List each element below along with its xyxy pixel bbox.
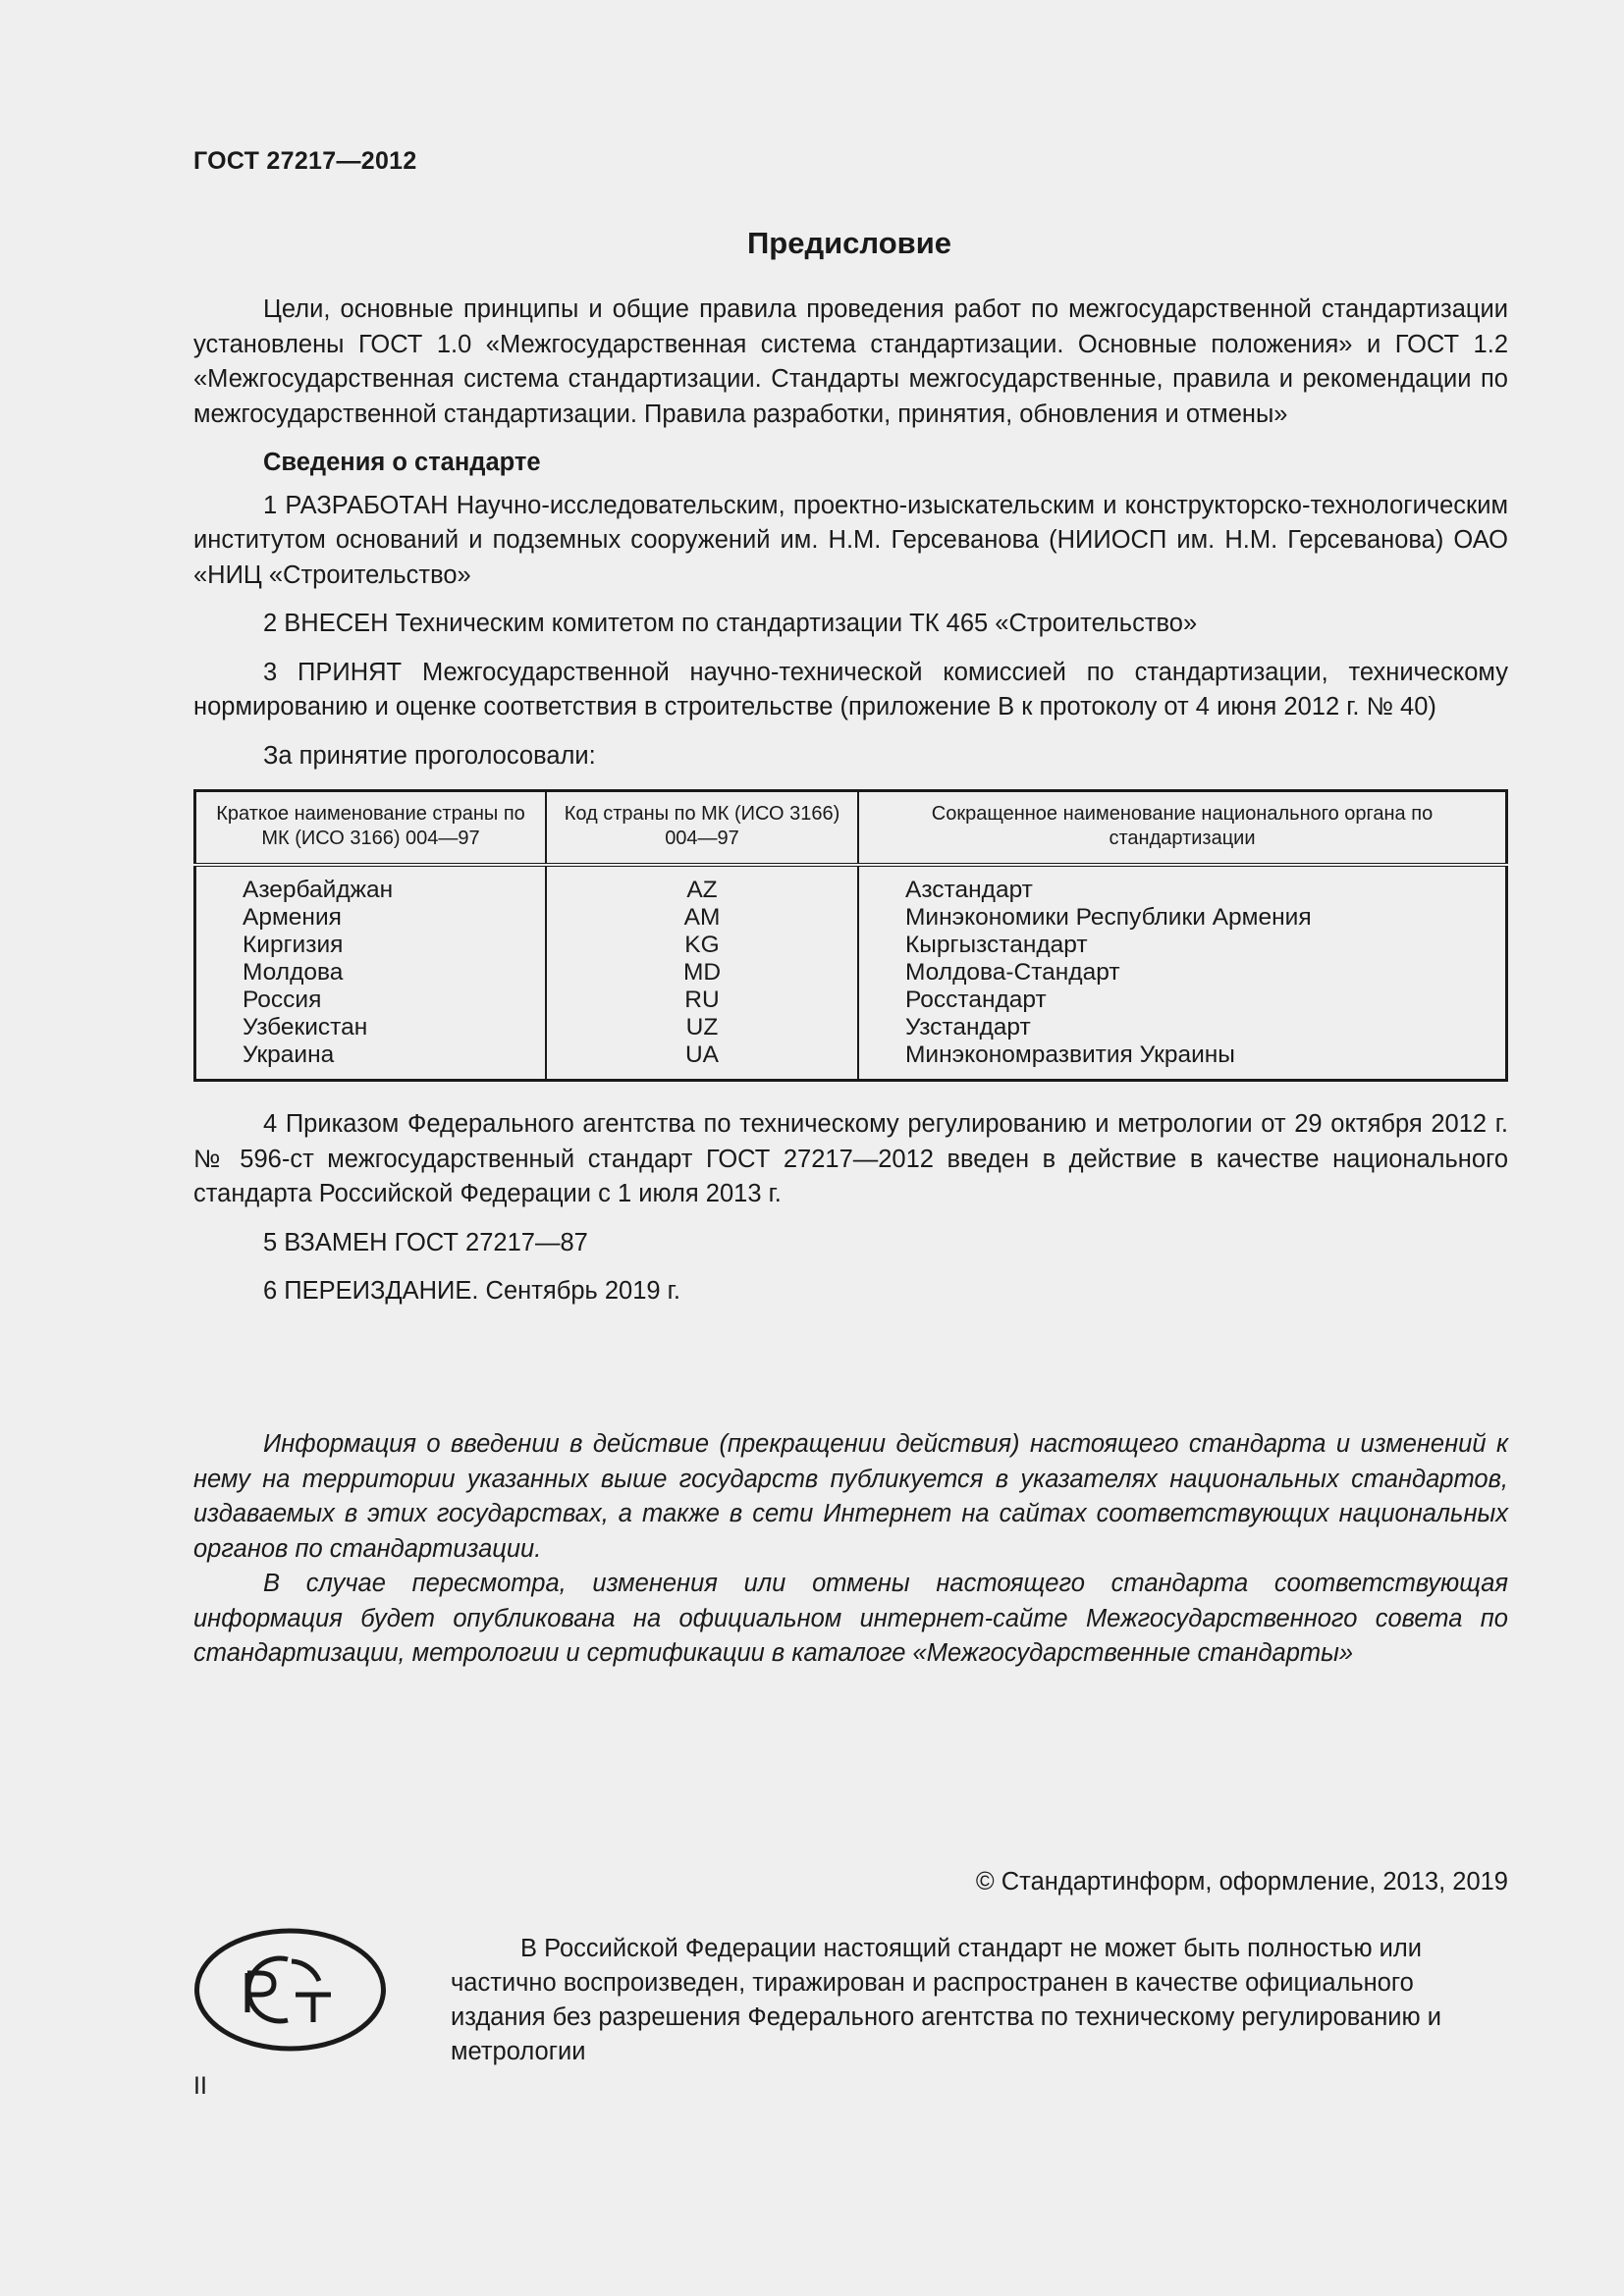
national-body: Кыргызстандарт (905, 932, 1088, 958)
country-code: MD (546, 959, 858, 987)
item-developed: 1 РАЗРАБОТАН Научно-исследовательским, проектно-изыскательским и конструкторско-технологическим институтом оснований и подземных сооружений им. Н.М. Герсеванова (НИИОСП им. Н.М. Герсеванова) ОАО «НИЦ «Строительство» (193, 491, 1508, 589)
legal-paragraph: В Российской Федерации настоящий стандарт не может быть полностью или частично воспроизведен, тиражирован и распространен в качестве официального издания без разрешения Федерального агентства по техническому регулированию и метрологии (451, 1935, 1441, 2065)
item-introduced: 2 ВНЕСЕН Техническим комитетом по стандартизации ТК 465 «Строительство» (263, 610, 1198, 637)
info-heading: Сведения о стандарте (263, 449, 541, 476)
country-code: KG (546, 932, 858, 959)
item-adopted: 3 ПРИНЯТ Межгосударственной научно-технической комиссией по стандартизации, техническому нормированию и оценке соответствия в строительстве (приложение В к протоколу от 4 июня 2012 г. № 40) (193, 658, 1508, 721)
country-code: RU (546, 987, 858, 1014)
country-code: UZ (546, 1014, 858, 1041)
national-body: Узстандарт (905, 1014, 1031, 1041)
country-name: Узбекистан (195, 1014, 547, 1041)
table-row (195, 932, 1507, 959)
national-body: Минэкономразвития Украины (905, 1041, 1235, 1068)
notice-paragraph-2: В случае пересмотра, изменения или отмены настоящего стандарта соответствующая информация будет опубликована на официальном интернет-сайте Межгосударственного совета по стандартизации, метрологии и сертификации в каталоге «Межгосударственные стандарты» (193, 1570, 1508, 1667)
item-enacted: 4 Приказом Федерального агентства по техническому регулированию и метрологии от 29 октября 2012 г. № 596-ст межгосударственный стандарт ГОСТ 27217—2012 введен в действие в качестве национального стандарта Российской Федерации с 1 июля 2013 г. (193, 1110, 1508, 1207)
notice-block (193, 1427, 1508, 1672)
voting-table (193, 789, 1508, 1082)
national-body: Росстандарт (905, 987, 1047, 1013)
table-row (195, 1014, 1507, 1041)
voted-label: За принятие проголосовали: (263, 741, 596, 770)
legal-notice (451, 1932, 1508, 2069)
national-body: Минэкономики Республики Армения (905, 904, 1312, 931)
country-code: AZ (546, 865, 858, 904)
foreword-body (193, 293, 1508, 1323)
country-name: Азербайджан (195, 865, 547, 904)
notice-paragraph-1: Информация о введении в действие (прекращении действия) настоящего стандарта и изменений к нему на территории указанных выше государств публикуется в указателях национальных стандартов, издаваемых в этих государствах, а также в сети Интернет на сайтах соответствующих национальных органов по стандартизации. (193, 1430, 1508, 1563)
copyright-line: © Стандартинформ, оформление, 2013, 2019 (975, 1868, 1508, 1896)
page-number: II (193, 2072, 207, 2100)
country-name: Украина (195, 1041, 547, 1081)
national-body: Азстандарт (905, 877, 1033, 903)
header-code: Код страны по МК (ИСО 3166) 004—97 (546, 791, 858, 866)
item-reissue: 6 ПЕРЕИЗДАНИЕ. Сентябрь 2019 г. (263, 1277, 680, 1305)
table-header-row (195, 791, 1507, 866)
table-row (195, 1041, 1507, 1081)
country-name: Россия (195, 987, 547, 1014)
header-body: Сокращенное наименование национального органа по стандартизации (858, 791, 1507, 866)
header-country: Краткое наименование страны по МК (ИСО 3166) 004—97 (195, 791, 547, 866)
section-title: Предисловие (746, 226, 951, 260)
document-code: ГОСТ 27217—2012 (193, 147, 417, 175)
table-row (195, 959, 1507, 987)
item-replaces: 5 ВЗАМЕН ГОСТ 27217—87 (263, 1228, 588, 1256)
country-name: Армения (195, 904, 547, 932)
country-name: Киргизия (195, 932, 547, 959)
country-code: UA (546, 1041, 858, 1081)
table-row (195, 987, 1507, 1014)
table-row (195, 904, 1507, 932)
intro-paragraph: Цели, основные принципы и общие правила проведения работ по межгосударственной стандартизации установлены ГОСТ 1.0 «Межгосударственная система стандартизации. Основные положения» и ГОСТ 1.2 «Межгосударственная система стандартизации. Стандарты межгосударственные, правила и рекомендации по межгосударственной стандартизации. Правила разработки, принятия, обновления и отмены» (193, 295, 1508, 428)
rst-certification-mark-icon (193, 1926, 387, 2054)
national-body: Молдова-Стандарт (905, 959, 1120, 986)
country-name: Молдова (195, 959, 547, 987)
country-code: AM (546, 904, 858, 932)
table-row (195, 865, 1507, 904)
